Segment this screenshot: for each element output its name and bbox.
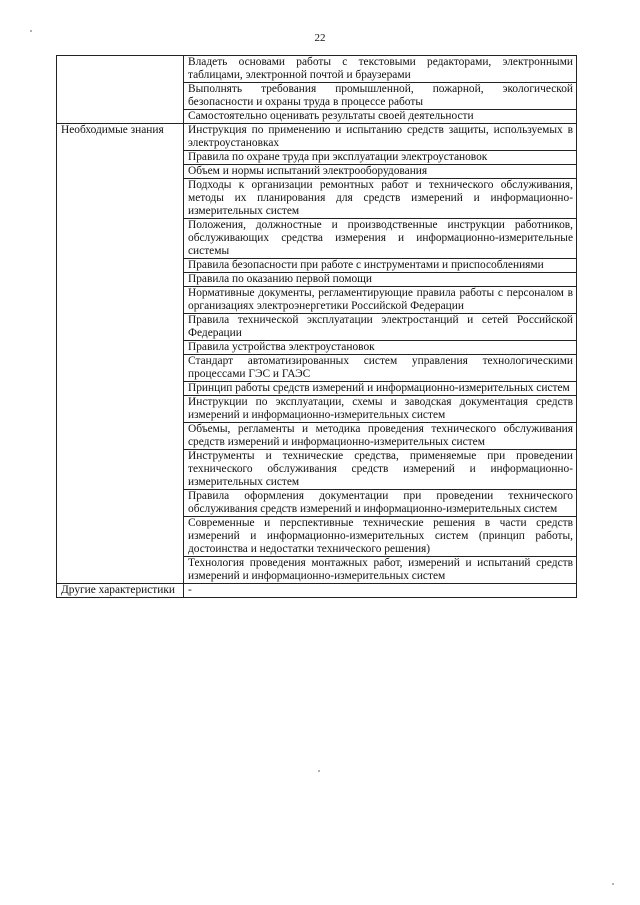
scan-speck: [612, 883, 614, 885]
item-cell: Объем и нормы испытаний электрооборудования: [184, 165, 577, 179]
item-cell: -: [184, 584, 577, 598]
table-row: [57, 56, 577, 83]
item-cell: Правила безопасности при работе с инструментами и приспособлениями: [184, 259, 577, 273]
item-cell: Правила по охране труда при эксплуатации электроустановок: [184, 151, 577, 165]
competency-table-body: [57, 56, 577, 598]
item-cell: Технология проведения монтажных работ, измерений и испытаний средств измерений и информационно-измерительных систем: [184, 557, 577, 584]
item-cell: Самостоятельно оценивать результаты своей деятельности: [184, 110, 577, 124]
item-cell: Инструкция по применению и испытанию средств защиты, используемых в электроустановках: [184, 124, 577, 151]
item-cell: Подходы к организации ремонтных работ и технического обслуживания, методы их планирования для средств измерений и информационно-измерительных систем: [184, 179, 577, 219]
item-cell: Принцип работы средств измерений и информационно-измерительных систем: [184, 382, 577, 396]
scan-speck: [30, 30, 32, 32]
item-cell: Современные и перспективные технические решения в части средств измерений и информационно-измерительных систем (принцип работы, достоинства и недостатки технического решения): [184, 517, 577, 557]
competency-table: [56, 55, 577, 598]
item-cell: Владеть основами работы с текстовыми редакторами, электронными таблицами, электронной почтой и браузерами: [184, 56, 577, 83]
item-cell: Выполнять требования промышленной, пожарной, экологической безопасности и охраны труда в процессе работы: [184, 83, 577, 110]
category-cell: Необходимые знания: [57, 124, 184, 584]
item-cell: Объемы, регламенты и методика проведения технического обслуживания средств измерений и информационно-измерительных систем: [184, 423, 577, 450]
item-cell: Инструкции по эксплуатации, схемы и заводская документация средств измерений и информационно-измерительных систем: [184, 396, 577, 423]
table-row: [57, 124, 577, 151]
category-cell: Другие характеристики: [57, 584, 184, 598]
category-cell: [57, 56, 184, 124]
item-cell: Нормативные документы, регламентирующие правила работы с персоналом в организациях электроэнергетики Российской Федерации: [184, 287, 577, 314]
item-cell: Правила технической эксплуатации электростанций и сетей Российской Федерации: [184, 314, 577, 341]
item-cell: Правила по оказанию первой помощи: [184, 273, 577, 287]
scan-speck: [318, 770, 320, 772]
page-number: 22: [314, 32, 326, 44]
item-cell: Инструменты и технические средства, применяемые при проведении технического обслуживания средств измерений и информационно-измерительных систем: [184, 450, 577, 490]
item-cell: Правила оформления документации при проведении технического обслуживания средств измерений и информационно-измерительных систем: [184, 490, 577, 517]
table-row: [57, 584, 577, 598]
item-cell: Правила устройства электроустановок: [184, 341, 577, 355]
item-cell: Положения, должностные и производственные инструкции работников, обслуживающих средства измерения и информационно-измерительные системы: [184, 219, 577, 259]
item-cell: Стандарт автоматизированных систем управления технологическими процессами ГЭС и ГАЭС: [184, 355, 577, 382]
